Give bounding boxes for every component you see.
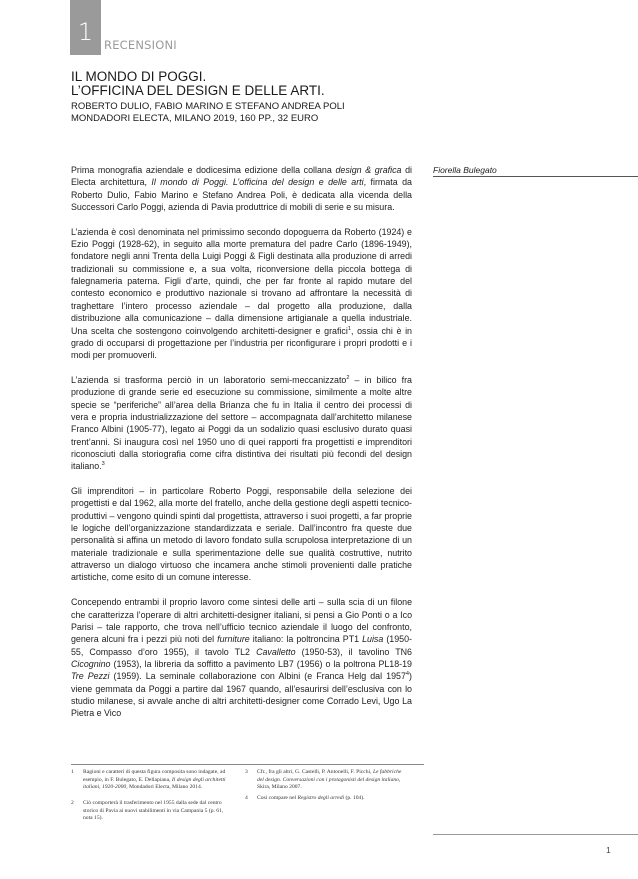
- review-body: [71, 164, 412, 720]
- page-number-rule: [433, 834, 638, 835]
- book-authors: ROBERTO DULIO, FABIO MARINO E STEFANO ANDREA POLI: [71, 101, 345, 112]
- footnote-text: Ciò comporterà il trasferimento nel 1955 dalla sede dal centro storico di Pavia ai nuovi stabilimenti in via Campania 5 (p. 61, nota 15).: [83, 800, 224, 822]
- section-number-box: [70, 0, 101, 55]
- body-paragraph-2: L’azienda è così denominata nel primissimo secondo dopoguerra da Roberto (1924) e Ezio Poggi (1928-62), in seguito alla morte prematura del padre Carlo (1896-1949), fondatore negli anni Trenta della Luigi Poggi & Figli destinata alla produzione di arredi tradizionali su commissione e, a sua volta, riconversione della piccola bottega di falegnameria paterna. Figli d’arte, quindi, che per far fronte al rapido mutare del contesto economico e produttivo nazionale si trovano ad affrontare la necessità di traghettare l’intero processo aziendale – dal progetto alla produzione, dalla distribuzione alla comunicazione – dalla dimensione artigianale a quella industriale. Una scelta che sostengono coinvolgendo architetti-designer e grafici$^1$, ossia chi è in grado di occuparsi di progettazione per l’industria per riconfigurare i propri prodotti e i modi per promuoverli.: [71, 226, 412, 361]
- footnote-number: 3: [245, 769, 248, 775]
- footnote-text: Cfr., fra gli altri, G. Castelli, P. Antonelli, F. Picchi, Le fabbriche del design. Conversazioni con i protagonisti del design italiano, Skira, Milano 2007.: [257, 769, 402, 791]
- body-paragraph-5: Concependo entrambi il proprio lavoro come sintesi delle arti – sulla scia di un filone che caratterizza l’operare di altri architetti-designer italiani, si pensi a Gio Ponti o a Ico Parisi – tale rapporto, che trova nell’ufficio tecnico aziendale il luogo del confronto, genera alcuni fra i pezzi più noti del furniture italiano: la poltroncina PT1 Luisa (1950-55, Compasso d’oro 1955), il tavolo TL2 Cavalletto (1950-53), il tavolino TN6 Cicognino (1953), la libreria da soffitto a pavimento LB7 (1956) o la poltrona PL18-19 Tre Pezzi (1959). La seminale collaborazione con Albini (e Franca Helg dal 1957$^4$) viene gemmata da Poggi a partire dal 1967 quando, all’esaurirsi dell’esclusiva con lo studio milanese, si avvale anche di altri architetti-designer come Corrado Levi, Ugo La Pietra e Vico: [71, 597, 413, 719]
- footnote-ref: 1: [347, 325, 351, 332]
- body-paragraph-1: Prima monografia aziendale e dodicesima edizione della collana design & grafica di Electa architettura, Il mondo di Poggi. L’officina del design e delle arti, firmata da Roberto Dulio, Fabio Marino e Stefano Andrea Poli, è dedicata alla vicenda della Successori Carlo Poggi, azienda di Pavia produttrice di mobili di serie e su misura.: [71, 165, 412, 213]
- footnotes-rule: [71, 764, 424, 765]
- reviewer-name: Fiorella Bulegato: [433, 165, 497, 175]
- page-number: 1: [606, 845, 611, 855]
- body-paragraph-4: Gli imprenditori – in particolare Roberto Poggi, responsabile della selezione dei progettisti e dal 1962, alla morte del fratello, anche della gestione degli aspetti tecnico-produttivi – vengono quindi spinti dal progettista, attraverso i suoi progetti, a far proprie le logiche dell’organizzazione standardizzata e seriale. Dall’incontro fra queste due personalità si affina un metodo di lavoro fondato sulla scrupolosa interpretazione di un materiale tradizionale e sulla sperimentazione delle sue qualità costruttive, nutrito attraverso un dialogo virtuoso che incamera anche stimoli provenienti dalle pratiche artistiche, come esito di un comune interesse.: [71, 486, 412, 583]
- footnote-number: 4: [245, 795, 248, 801]
- section-number: 1: [77, 18, 94, 46]
- footnote-text: Ragioni e caratteri di questa figura composita sono indagate, ad esempio, in F. Bulegato, E. Dellapiana, Il design degli architetti italiani, 1920-2000, Mondadori Electa, Milano 2014.: [83, 769, 226, 791]
- footnote-ref: 2: [346, 374, 350, 381]
- book-publication: MONDADORI ELECTA, MILANO 2019, 160 PP., 32 EURO: [71, 113, 319, 124]
- section-label: RECENSIONI: [104, 38, 177, 52]
- footnote-3: [245, 769, 407, 792]
- footnote-2: [71, 800, 233, 823]
- footnote-text: Così compare nel Registro degli arredi (p. 104).: [257, 795, 365, 801]
- review-title-line1: IL MONDO DI POGGI.: [71, 69, 207, 84]
- footnote-number: 2: [71, 800, 74, 806]
- reviewer-rule: [433, 176, 638, 177]
- footnote-number: 1: [71, 769, 74, 775]
- footnote-ref: 4: [405, 671, 410, 678]
- footnote-1: [71, 769, 233, 792]
- footnote-4: [245, 795, 407, 803]
- body-paragraph-3: L’azienda si trasforma perciò in un laboratorio semi-meccanizzato$^2$ – in bilico fra produzione di grande serie ed esecuzione su commissione, similmente a molte altre specie se “periferiche” all’area della Brianza che fu in Italia il centro dei processi di vera e propria industrializzazione del settore – accompagnata dall’architetto milanese Franco Albini (1905-77), legato ai Poggi da un sodalizio quasi esclusivo durato quasi trent’anni. Si inaugura così nel 1950 uno di quei rapporti fra progettisti e imprenditori riconosciuti dalla storiografia come cifra distintiva dei risultati più fecondi del design italiano.$^3$: [71, 374, 412, 472]
- review-title-line2: L’OFFICINA DEL DESIGN E DELLE ARTI.: [71, 83, 325, 98]
- footnote-ref: 3: [101, 461, 105, 468]
